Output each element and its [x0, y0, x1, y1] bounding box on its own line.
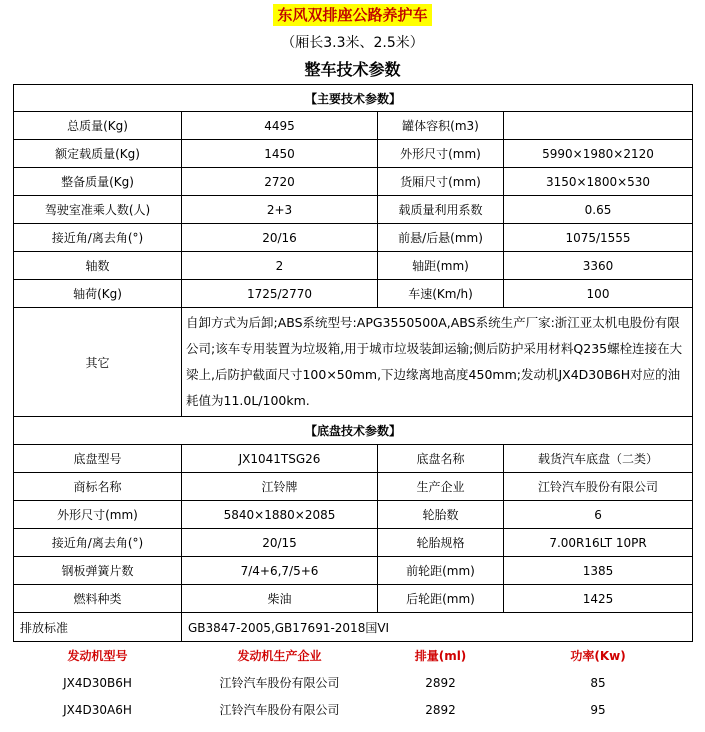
param-value: 0.65	[504, 196, 693, 224]
main-param-row	[14, 196, 693, 224]
param-value: 1075/1555	[504, 224, 693, 252]
page-title: 东风双排座公路养护车	[273, 4, 431, 26]
param-value: 7.00R16LT 10PR	[504, 529, 693, 557]
main-param-row	[14, 280, 693, 308]
param-value: 4495	[182, 112, 378, 140]
other-label: 其它	[14, 308, 182, 417]
engine-row	[14, 669, 693, 696]
param-label: 前轮距(mm)	[378, 557, 504, 585]
main-section-row	[14, 85, 693, 112]
param-value: 6	[504, 501, 693, 529]
param-value: 20/15	[182, 529, 378, 557]
param-label: 轴距(mm)	[378, 252, 504, 280]
main-param-row	[14, 112, 693, 140]
param-value: 1725/2770	[182, 280, 378, 308]
engine-header: 功率(Kw)	[504, 642, 693, 670]
emission-label: 排放标准	[14, 613, 182, 642]
param-value: 载货汽车底盘（二类）	[504, 445, 693, 473]
engine-header: 发动机生产企业	[182, 642, 378, 670]
page-subtitle: （厢长3.3米、2.5米）	[281, 35, 424, 51]
spec-table	[13, 84, 693, 723]
param-value: 7/4+6,7/5+6	[182, 557, 378, 585]
engine-header: 发动机型号	[14, 642, 182, 670]
param-label: 商标名称	[14, 473, 182, 501]
param-label: 额定载质量(Kg)	[14, 140, 182, 168]
title-wrap	[0, 4, 705, 26]
main-param-row	[14, 168, 693, 196]
param-value: 5990×1980×2120	[504, 140, 693, 168]
chassis-section-label: 【底盘技术参数】	[14, 417, 693, 445]
param-value: 20/16	[182, 224, 378, 252]
param-value: 5840×1880×2085	[182, 501, 378, 529]
param-value: 1385	[504, 557, 693, 585]
param-value: 江铃汽车股份有限公司	[504, 473, 693, 501]
main-section-label: 【主要技术参数】	[14, 85, 693, 112]
engine-cell: JX4D30B6H	[63, 675, 132, 690]
engine-cell: 江铃汽车股份有限公司	[219, 703, 340, 717]
param-label: 载质量利用系数	[378, 196, 504, 224]
param-label: 接近角/离去角(°)	[14, 224, 182, 252]
param-value: 1425	[504, 585, 693, 613]
param-value: 2+3	[182, 196, 378, 224]
param-label: 轴数	[14, 252, 182, 280]
param-label: 车速(Km/h)	[378, 280, 504, 308]
param-label: 轮胎数	[378, 501, 504, 529]
param-value: 3360	[504, 252, 693, 280]
chassis-param-row	[14, 501, 693, 529]
param-label: 外形尺寸(mm)	[378, 140, 504, 168]
param-value: JX1041TSG26	[182, 445, 378, 473]
section-heading: 整车技术参数	[304, 60, 401, 79]
param-label: 总质量(Kg)	[14, 112, 182, 140]
param-label: 底盘名称	[378, 445, 504, 473]
engine-header: 排量(ml)	[378, 642, 504, 670]
param-label: 生产企业	[378, 473, 504, 501]
other-row	[14, 308, 693, 417]
chassis-param-row	[14, 557, 693, 585]
engine-cell: 2892	[425, 702, 456, 717]
engine-cell: 江铃汽车股份有限公司	[219, 676, 340, 690]
engine-row	[14, 696, 693, 723]
param-label: 轴荷(Kg)	[14, 280, 182, 308]
param-value: 江铃牌	[182, 473, 378, 501]
main-param-row	[14, 140, 693, 168]
main-param-row	[14, 252, 693, 280]
param-value: 100	[504, 280, 693, 308]
param-value: 2720	[182, 168, 378, 196]
engine-cell: JX4D30A6H	[63, 702, 132, 717]
main-param-row	[14, 224, 693, 252]
param-value: 3150×1800×530	[504, 168, 693, 196]
chassis-param-row	[14, 585, 693, 613]
param-label: 后轮距(mm)	[378, 585, 504, 613]
param-label: 轮胎规格	[378, 529, 504, 557]
chassis-section-row	[14, 417, 693, 445]
param-label: 整备质量(Kg)	[14, 168, 182, 196]
engine-cell: 95	[590, 702, 606, 717]
chassis-param-row	[14, 445, 693, 473]
param-value	[504, 112, 693, 140]
other-text: 自卸方式为后卸;ABS系统型号:APG3550500A,ABS系统生产厂家:浙江亚太机电股份有限公司;该车专用装置为垃圾箱,用于城市垃圾装卸运输;侧后防护采用材料Q235螺栓连接在大梁上,后防护截面尺寸100×50mm,下边缘离地高度450mm;发动机JX4D30B6H对应的油耗值为11.0L/100km.	[182, 308, 693, 417]
chassis-param-row	[14, 473, 693, 501]
param-label: 钢板弹簧片数	[14, 557, 182, 585]
param-label: 接近角/离去角(°)	[14, 529, 182, 557]
param-label: 燃料种类	[14, 585, 182, 613]
param-value: 柴油	[182, 585, 378, 613]
engine-cell: 2892	[425, 675, 456, 690]
param-label: 前悬/后悬(mm)	[378, 224, 504, 252]
param-label: 罐体容积(m3)	[378, 112, 504, 140]
param-label: 外形尺寸(mm)	[14, 501, 182, 529]
param-label: 驾驶室准乘人数(人)	[14, 196, 182, 224]
param-value: 2	[182, 252, 378, 280]
spec-table-body	[14, 85, 693, 724]
engine-header-row	[14, 642, 693, 670]
chassis-param-row	[14, 529, 693, 557]
param-label: 底盘型号	[14, 445, 182, 473]
emission-value: GB3847-2005,GB17691-2018国VI	[182, 613, 693, 642]
emission-row	[14, 613, 693, 642]
engine-cell: 85	[590, 675, 606, 690]
param-label: 货厢尺寸(mm)	[378, 168, 504, 196]
param-value: 1450	[182, 140, 378, 168]
